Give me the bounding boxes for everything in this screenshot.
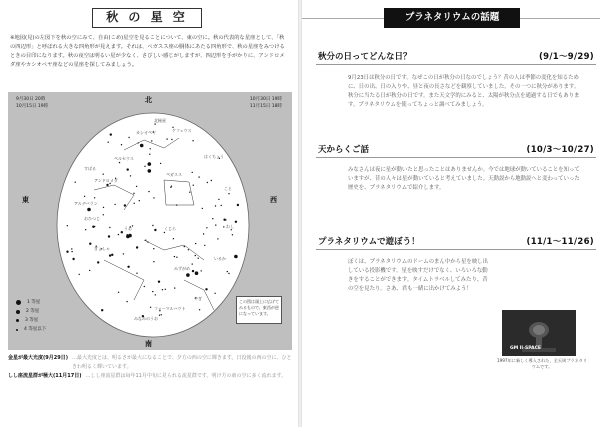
topic-body: ぼくは、プラネタリウムのドームのまん中から星を映し出している投影機です。星を映すだけでなく、いろいろな動きをすることができます。タイムトラベルしてみたり、昔の空を見たり。さあ、君も一緒に出かけてみよう！ [348, 259, 488, 292]
star [118, 292, 119, 293]
star [176, 257, 177, 258]
star [225, 219, 226, 220]
star [118, 234, 119, 235]
star [166, 138, 167, 139]
topic-heading: 秋分の日ってどんな日？ [318, 52, 412, 62]
planetarium-title: プラネタリウムの話題 [384, 8, 520, 28]
event-heading: しし座流星群が極大(11月17日) [8, 373, 82, 379]
star [127, 168, 129, 170]
event-text: …しし座流星群は毎年11月中旬に見られる流星群です。明け方の東の空に多く流れます。 [85, 373, 287, 379]
star [192, 172, 193, 173]
star [139, 200, 140, 201]
constellation-label: わし [226, 224, 234, 229]
constellation-label: アルデバラン [74, 201, 98, 206]
star [153, 197, 154, 198]
star [150, 148, 151, 149]
star [136, 273, 137, 274]
star [134, 203, 135, 204]
star [94, 226, 95, 227]
right-page [302, 0, 600, 427]
star [114, 204, 115, 205]
star [211, 180, 212, 181]
star [174, 256, 175, 257]
star [234, 255, 238, 259]
star [149, 154, 150, 155]
legend-row [16, 325, 46, 334]
star [121, 231, 123, 233]
star [108, 142, 109, 143]
star [165, 289, 166, 290]
star [231, 229, 232, 230]
star [103, 214, 104, 215]
star [128, 234, 132, 238]
star [203, 233, 204, 234]
star [140, 144, 144, 148]
star [186, 273, 190, 277]
star [92, 226, 93, 227]
star [195, 255, 196, 256]
star [153, 261, 154, 262]
star [206, 227, 207, 228]
star [123, 253, 124, 254]
topic-rule [316, 157, 596, 158]
star [108, 235, 110, 237]
star [150, 307, 151, 308]
star [162, 289, 163, 290]
left-page [0, 0, 298, 427]
topic-header [318, 143, 594, 155]
star [148, 162, 152, 166]
star [153, 248, 154, 249]
star [85, 229, 86, 230]
star [136, 186, 137, 187]
star [192, 270, 194, 272]
star [154, 229, 156, 231]
star [75, 182, 76, 183]
star [152, 291, 153, 292]
star [152, 225, 153, 226]
intro-text: ※地図(見)の左図下を秋の空にみて、自由(こめ)星空を見ることについて、東の空に。秋の代表的な星座として、「秋の四辺形」と呼ばれる大きな四角形が見えます。それは、ペガスス座の胴体にあたる四角形で、秋の星座をみつけるときの目印になります。秋の夜空は明るい星が少なく、さびしい感じがしますが、四辺形を手がかりに、アンドロメダ座やカシオペヤ座などの星座を探してみましょう。 [10, 35, 285, 68]
star [192, 263, 193, 264]
legend-row [16, 316, 46, 325]
topic-rule [316, 64, 596, 65]
star [71, 251, 72, 252]
star [221, 205, 222, 206]
star [130, 175, 131, 176]
time-label: 9月30日 20時 [16, 97, 46, 102]
topic-header [318, 50, 594, 62]
topic-dates: (10/3～10/27) [526, 145, 594, 155]
legend-label: 2 等星 [26, 309, 40, 314]
topic-header [318, 235, 594, 247]
event-notes [8, 354, 292, 381]
star [198, 258, 199, 259]
star [158, 281, 160, 283]
star [192, 140, 193, 141]
star [214, 293, 215, 294]
star [161, 314, 162, 315]
star [144, 166, 145, 167]
star [126, 301, 127, 302]
constellation-label: ペガスス [166, 172, 182, 177]
topic-dates: (11/1～11/26) [526, 237, 594, 247]
star [101, 309, 103, 311]
magnitude-legend [16, 298, 46, 334]
legend-row [16, 298, 46, 307]
star [127, 266, 129, 268]
star [148, 191, 149, 192]
star [171, 139, 172, 140]
star [97, 261, 99, 263]
map-note: この図は頭上に広げてみるもので、東西が逆になっています。 [236, 296, 282, 324]
constellation-label: みなみのうお [134, 316, 158, 321]
time-label: 10月30日 19時 [249, 97, 282, 102]
star [132, 225, 133, 226]
star [235, 221, 237, 223]
star [159, 315, 160, 316]
star [128, 137, 129, 138]
star [71, 248, 72, 249]
star [171, 186, 172, 187]
star [87, 208, 91, 212]
star [89, 243, 91, 245]
star [79, 274, 80, 275]
star [119, 162, 120, 163]
star [103, 207, 104, 208]
star [164, 232, 165, 233]
star [202, 208, 203, 209]
star [109, 254, 111, 256]
topic-heading: 天からくご話 [318, 145, 370, 155]
sky-chart [54, 110, 252, 340]
time-label: 11月15日 18時 [249, 104, 282, 109]
star [188, 249, 189, 250]
star [155, 294, 156, 295]
star-map-panel [8, 92, 292, 350]
star [148, 169, 152, 173]
constellation-label: ケフェウス [172, 128, 192, 133]
star [144, 286, 145, 287]
star [66, 251, 68, 253]
star [72, 258, 74, 260]
topic-body: みなさんは夜に星が動いたと思ったことはありませんか。今では地球が動いていることを知っていますが、昔の人々は星が動いていると考えていました。天動説から地動説へと変わっていった歴史を、プラネタリウムで紹介します。 [348, 167, 580, 191]
star-icon [16, 319, 19, 322]
star [215, 205, 216, 206]
star-icon [16, 310, 20, 314]
legend-row [16, 307, 46, 316]
direction-north: 北 [145, 96, 152, 104]
star [109, 183, 110, 184]
direction-south: 南 [145, 340, 152, 348]
star [160, 163, 161, 164]
constellation-label: 北極星 [154, 118, 166, 123]
star-icon [16, 300, 21, 305]
topic-body: 9月23日は秋分の日です。なぜこの日が秋分の日なのでしょう？昔の人は季節の変化を知るために、日の出、日の入りや、昼と夜の長さなどを観察していました。その一つに秋分があります。秋分に当たる日が秋分の日です。また天文学的にみると、太陽が秋分点を通過する日でもあります。プラネタリウムを使ってちょっと調べてみましょう。 [348, 75, 580, 108]
star [195, 243, 196, 244]
star [136, 246, 138, 248]
star [174, 287, 175, 288]
legend-label: 3 等星 [25, 318, 39, 323]
star [189, 192, 190, 193]
star [124, 204, 126, 206]
star [94, 197, 95, 198]
direction-east: 東 [22, 196, 29, 204]
constellation-label: すばる [84, 166, 96, 171]
constellation-label: アンドロメダ [94, 178, 118, 183]
star [103, 174, 104, 175]
star [121, 144, 122, 145]
star [215, 224, 216, 225]
legend-label: 4 等星以下 [24, 327, 47, 332]
event-note [8, 354, 292, 372]
star [218, 199, 219, 200]
constellation-label: みずがめ [174, 266, 190, 271]
star [154, 123, 155, 124]
star [212, 218, 213, 219]
star [106, 184, 108, 186]
star [109, 227, 110, 228]
star [232, 234, 233, 235]
star [201, 270, 202, 271]
star [198, 176, 199, 177]
star [223, 226, 224, 227]
event-text: …最大光度とは、明るさが最大になることで、夕方の西の空に輝きます。日没後の西の空に、ひときわ明るく輝いています。 [72, 355, 292, 370]
star [193, 185, 194, 186]
time-label: 10月15日 19時 [16, 104, 49, 109]
topic-dates: (9/1～9/29) [538, 52, 594, 62]
star [205, 288, 207, 290]
constellation-label: ペルセウス [114, 156, 134, 161]
star [217, 238, 218, 239]
star [195, 271, 199, 275]
direction-west: 西 [270, 196, 277, 204]
event-note [8, 372, 292, 381]
constellation-label: カシオペヤ [136, 130, 156, 135]
star [84, 196, 85, 197]
time-box-right [250, 96, 282, 110]
constellation-label: うお [124, 226, 132, 231]
event-heading: 金星が最大光度(9月29日) [8, 355, 69, 361]
star [184, 246, 185, 247]
star [67, 225, 68, 226]
constellation-label: はくちょう [204, 154, 224, 159]
time-box-left [16, 96, 48, 110]
star [237, 204, 239, 206]
star [228, 193, 229, 194]
star [89, 270, 90, 271]
photo-label: GM II-SPACE [510, 346, 541, 351]
constellation-label: ぎょしゃ [94, 246, 110, 251]
constellation-label: フォーマルハウト [154, 306, 186, 311]
star [110, 133, 112, 135]
topic-heading: プラネタリウムで遊ぼう！ [318, 237, 420, 247]
star [111, 254, 113, 256]
constellation-label: いるか [214, 256, 226, 261]
star [133, 193, 134, 194]
star [204, 245, 205, 246]
photo-caption: 1997年に新しく導入された、全天周プラネタリウムです。 [496, 358, 588, 369]
star [151, 140, 152, 141]
star [173, 238, 174, 239]
topic-rule [316, 249, 596, 250]
star [228, 273, 229, 274]
star [199, 309, 200, 310]
star [207, 182, 208, 183]
star-icon [16, 329, 18, 331]
page-title: 秋 の 星 空 [92, 8, 202, 28]
constellation-label: こと [224, 186, 232, 191]
legend-label: 1 等星 [27, 300, 41, 305]
constellation-label: やぎ [194, 296, 202, 301]
constellation-label: おひつじ [84, 216, 100, 221]
constellation-label: くじら [164, 226, 176, 231]
star [227, 271, 228, 272]
